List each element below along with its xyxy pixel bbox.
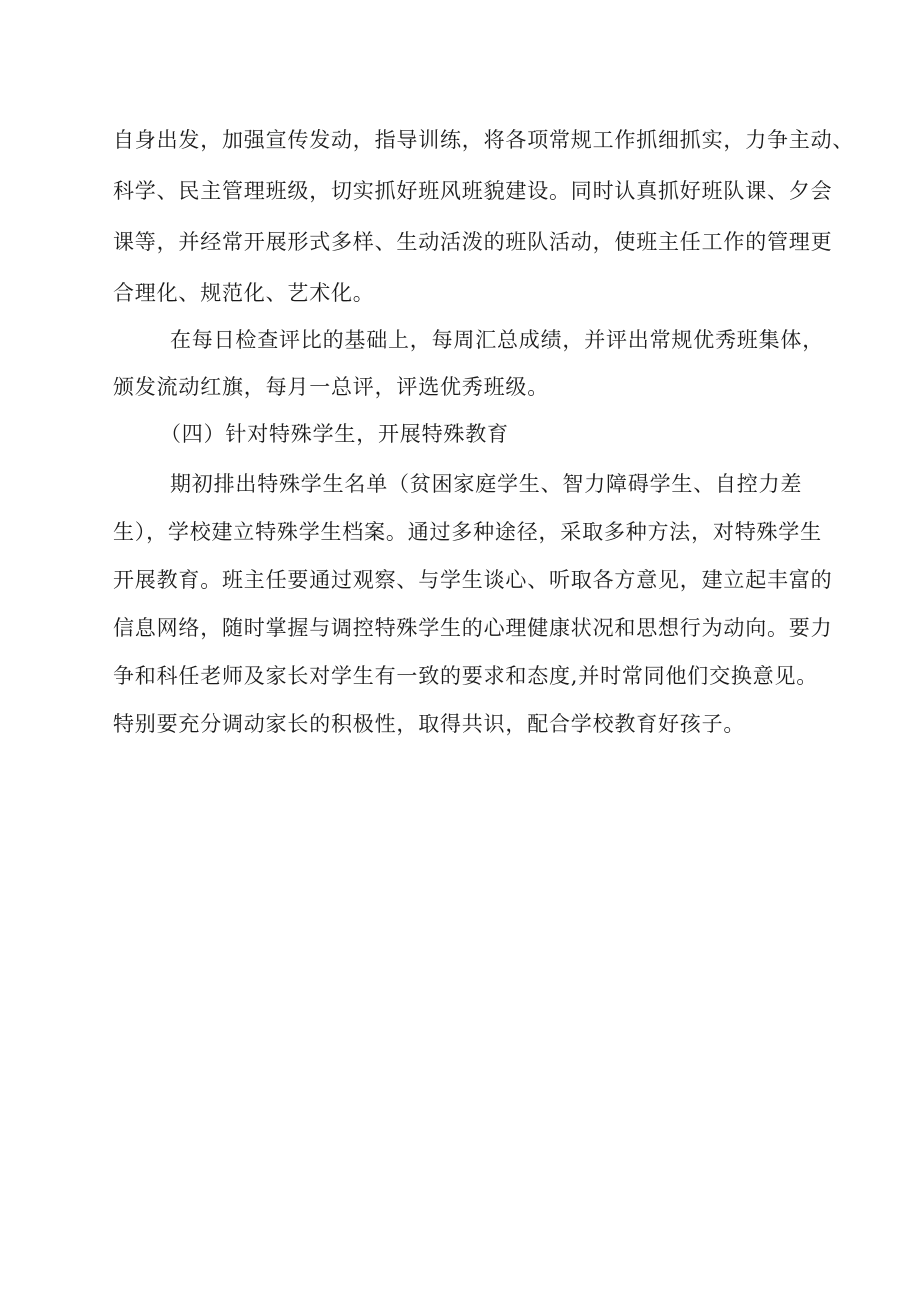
paragraph-1-line-3: 课等，并经常开展形式多样、生动活泼的班队活动，使班主任工作的管理更 — [113, 230, 833, 254]
paragraph-2-line-1: 在每日检查评比的基础上，每周汇总成绩，并评出常规优秀班集体， — [170, 328, 824, 352]
paragraph-1-line-1: 自身出发，加强宣传发动，指导训练，将各项常规工作抓细抓实，力争主动、 — [113, 128, 855, 152]
section-heading: （四）针对特殊学生，开展特殊教育 — [160, 422, 509, 446]
paragraph-3-line-6: 特别要充分调动家长的积极性，取得共识，配合学校教育好孩子。 — [113, 712, 746, 736]
paragraph-2-line-2: 颁发流动红旗，每月一总评，评选优秀班级。 — [113, 375, 549, 399]
paragraph-3-line-5: 争和科任老师及家长对学生有一致的要求和态度,并时常同他们交换意见。 — [113, 664, 819, 688]
paragraph-1-line-4: 合理化、规范化、艺术化。 — [113, 281, 375, 305]
paragraph-3-line-4: 信息网络，随时掌握与调控特殊学生的心理健康状况和思想行为动向。要力 — [113, 616, 833, 640]
paragraph-3-line-2: 生），学校建立特殊学生档案。通过多种途径，采取多种方法，对特殊学生 — [113, 520, 822, 544]
paragraph-1-line-2: 科学、民主管理班级，切实抓好班风班貌建设。同时认真抓好班队课、夕会 — [113, 179, 833, 203]
paragraph-3-line-1: 期初排出特殊学生名单（贫困家庭学生、智力障碍学生、自控力差 — [170, 472, 803, 496]
paragraph-3-line-3: 开展教育。班主任要通过观察、与学生谈心、听取各方意见，建立起丰富的 — [113, 568, 833, 592]
